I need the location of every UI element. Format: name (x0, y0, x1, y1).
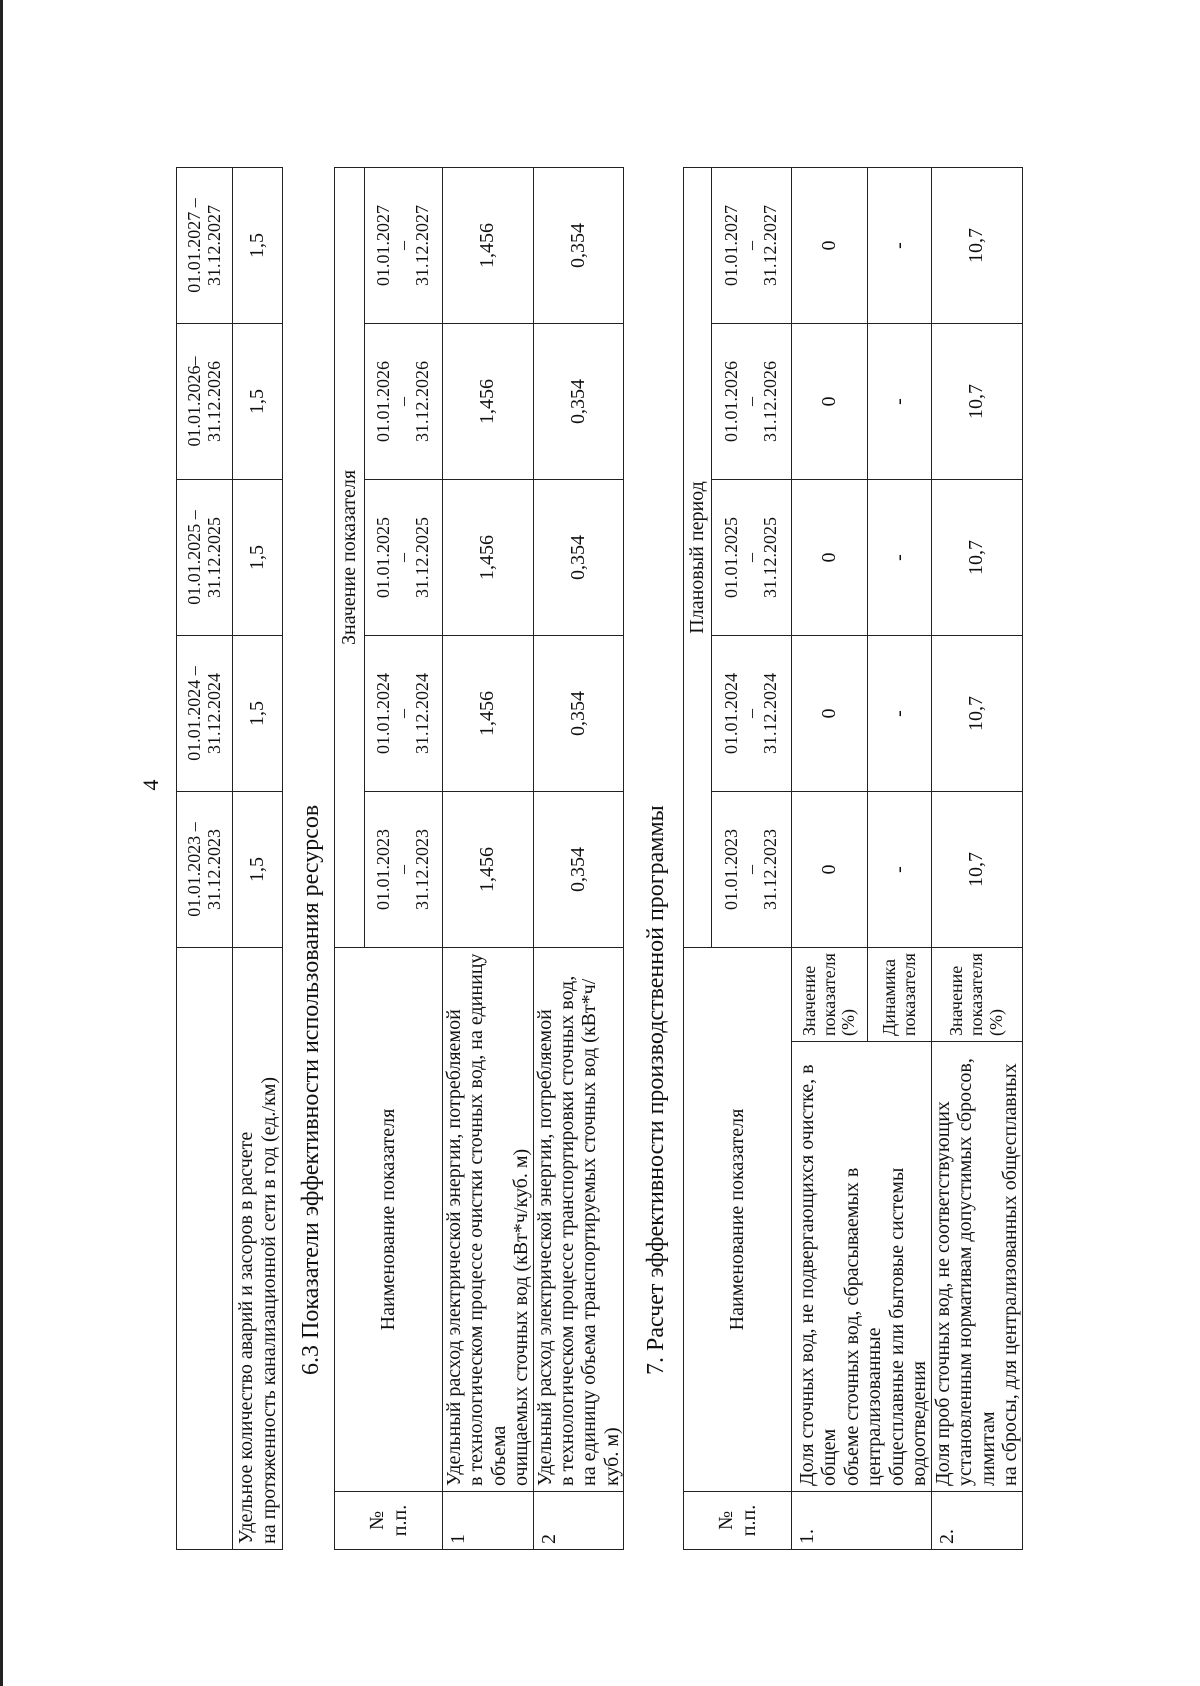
value-cell: 0,354 (533, 636, 624, 792)
value-cell: 0,354 (533, 167, 624, 323)
table-production-program (683, 167, 1023, 1550)
period-header: 01.01.2023 – 31.12.2023 (712, 792, 792, 948)
value-cell: 1,5 (233, 480, 283, 636)
value-group-header: Значение показателя (335, 167, 365, 947)
period-header: 01.01.2023 – 31.12.2023 (177, 792, 233, 948)
empty-header-cell (177, 948, 233, 1550)
table-header-row (684, 167, 712, 1549)
period-header: 01.01.2026 – 31.12.2026 (365, 324, 443, 480)
col-num-header: № п.п. (684, 1492, 792, 1550)
row-number: 2. (932, 1492, 1023, 1550)
period-header: 01.01.2024 – 31.12.2024 (177, 636, 233, 792)
rotated-page (98, 20, 1158, 1550)
row-number: 2 (533, 1492, 624, 1550)
col-num-header: № п.п. (335, 1492, 443, 1550)
scan-page-edge (0, 0, 3, 1686)
period-group-header: Плановый период (684, 167, 712, 947)
col-name-header: Наименование показателя (335, 948, 443, 1492)
value-cell: 10,7 (932, 480, 1023, 636)
value-cell: 10,7 (932, 636, 1023, 792)
table-row (233, 168, 283, 1550)
value-cell: 1,456 (443, 167, 534, 323)
value-cell: 1,5 (233, 636, 283, 792)
value-cell: 0 (792, 324, 868, 480)
period-header: 01.01.2024 – 31.12.2024 (712, 636, 792, 792)
table-header-row (177, 168, 233, 1550)
sub-indicator-label: Значение показателя (%) (932, 948, 1023, 1042)
value-cell: - (868, 792, 932, 948)
indicator-name: Удельное количество аварий и засоров в расчете на протяженность канализационной сети в год (ед./км) (233, 948, 283, 1550)
value-cell: 1,456 (443, 324, 534, 480)
table-row (792, 167, 868, 1549)
value-cell: 10,7 (932, 167, 1023, 323)
page-number: 4 (138, 779, 163, 791)
section-6-3-title: 6.3 Показатели эффективности использования ресурсов (298, 804, 324, 1375)
value-cell: 1,5 (233, 792, 283, 948)
value-cell: 10,7 (932, 324, 1023, 480)
period-header: 01.01.2025 – 31.12.2025 (365, 480, 443, 636)
table-resource-efficiency (334, 167, 624, 1550)
value-cell: - (868, 167, 932, 323)
value-cell: 1,5 (233, 168, 283, 324)
col-name-header: Наименование показателя (684, 948, 792, 1492)
value-cell: 0 (792, 480, 868, 636)
value-cell: 0,354 (533, 792, 624, 948)
value-cell: 0 (792, 792, 868, 948)
period-header: 01.01.2027 – 31.12.2027 (177, 168, 233, 324)
value-cell: 1,456 (443, 792, 534, 948)
period-header: 01.01.2025 – 31.12.2025 (712, 480, 792, 636)
row-number: 1 (443, 1492, 534, 1550)
indicator-name: Доля проб сточных вод, не соответствующих установленным нормативам допустимых сбросов, лимитам на сбросы, для централизованных общесплавных (932, 1042, 1023, 1492)
value-cell: 0,354 (533, 480, 624, 636)
table-header-row (335, 167, 365, 1549)
table-row (443, 167, 534, 1549)
value-cell: - (868, 636, 932, 792)
value-cell: - (868, 324, 932, 480)
period-header: 01.01.2024 – 31.12.2024 (365, 636, 443, 792)
value-cell: 10,7 (932, 792, 1023, 948)
sub-indicator-label: Значение показателя (%) (792, 948, 868, 1042)
value-cell: 1,5 (233, 324, 283, 480)
period-header: 01.01.2027 – 31.12.2027 (365, 167, 443, 323)
value-cell: 1,456 (443, 636, 534, 792)
period-header: 01.01.2026– 31.12.2026 (177, 324, 233, 480)
value-cell: 0 (792, 636, 868, 792)
value-cell: 0 (792, 167, 868, 323)
period-header: 01.01.2026 – 31.12.2026 (712, 324, 792, 480)
value-cell: 0,354 (533, 324, 624, 480)
indicator-name: Удельный расход электрической энергии, потребляемой в технологическом процессе транспортировки сточных вод, на единицу объема транспортируемых сточных вод (кВт*ч/куб. м) (533, 948, 624, 1492)
period-header: 01.01.2027 – 31.12.2027 (712, 167, 792, 323)
sub-indicator-label: Динамика показателя (868, 948, 932, 1042)
indicator-name: Удельный расход электрической энергии, потребляемой в технологическом процессе очистки сточных вод, на единицу объема очищаемых сточных вод (кВт*ч/куб. м) (443, 948, 534, 1492)
table-row (932, 167, 1023, 1549)
table-row (533, 167, 624, 1549)
period-header: 01.01.2023 – 31.12.2023 (365, 792, 443, 948)
period-header: 01.01.2025 – 31.12.2025 (177, 480, 233, 636)
indicator-name: Доля сточных вод, не подвергающихся очистке, в общем объеме сточных вод, сбрасываемых в централизованные общесплавные или бытовые системы водоотведения (792, 1042, 932, 1492)
row-number: 1. (792, 1492, 932, 1550)
table-accidents (176, 167, 283, 1550)
value-cell: 1,456 (443, 480, 534, 636)
section-7-title: 7. Расчет эффективности производственной программы (643, 805, 669, 1375)
value-cell: - (868, 480, 932, 636)
